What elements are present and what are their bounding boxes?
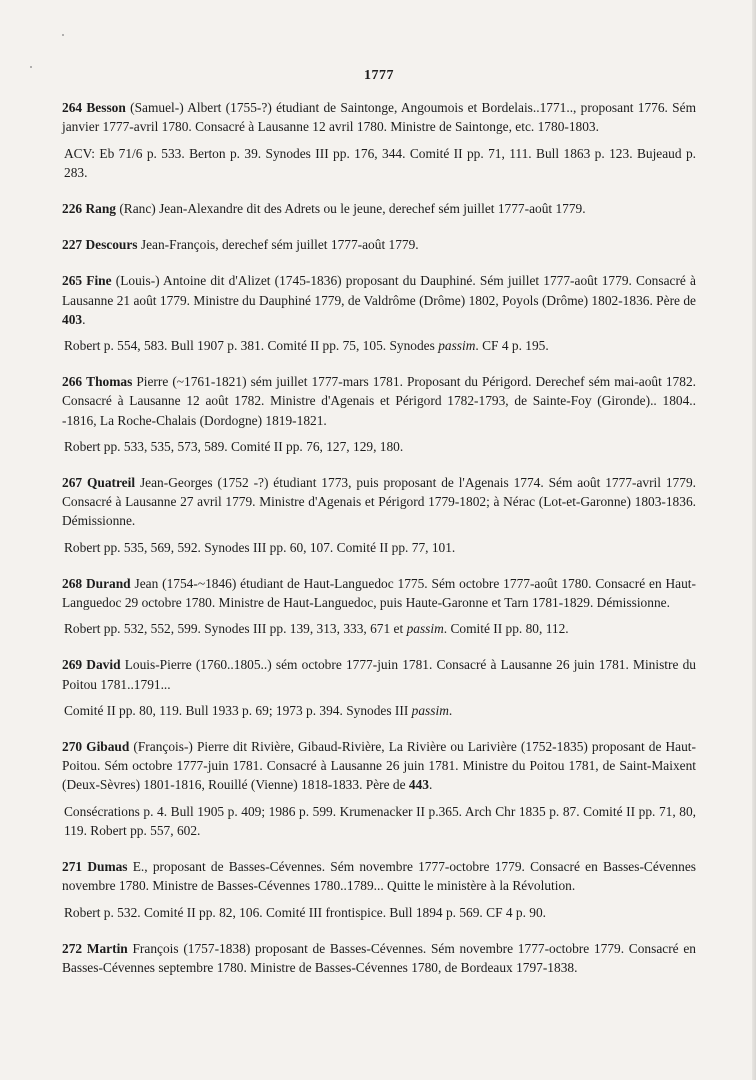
entry-references — [62, 619, 696, 638]
refs-text-end: . Comité II pp. 80, 112. — [443, 621, 569, 637]
refs-text: Robert pp. 532, 552, 599. Synodes III pp. 139, 313, 333, 671 et — [64, 621, 407, 637]
entry-number: 271 — [62, 859, 83, 875]
entry-bio — [62, 372, 696, 430]
entry-name: Rang — [85, 201, 116, 217]
entry-bio-text: Jean (1754-~1846) étudiant de Haut-Languedoc 1775. Sém octobre 1777-août 1780. Consacré en Haut-Languedoc 29 octobre 1780. Ministre de Haut-Languedoc, puis Haute-Garonne et Tarn 1781-1829. Démissionne. — [62, 575, 696, 611]
entry-266 — [62, 372, 696, 456]
entry-name: Fine — [86, 273, 112, 289]
entry-name: Quatreil — [86, 475, 136, 491]
entry-name: Martin — [86, 940, 128, 956]
entry-references: ACV: Eb 71/6 p. 533. Berton p. 39. Synodes III pp. 176, 344. Comité II pp. 71, 111. Bull 1863 p. 123. Bujeaud p. 283. — [64, 145, 696, 180]
entry-name: Thomas — [86, 374, 133, 390]
entry-bio — [62, 235, 696, 254]
entry-number: 226 — [62, 201, 83, 217]
entry-264 — [62, 98, 696, 182]
refs-italic: passim — [406, 621, 444, 637]
entry-bio-end: . — [82, 311, 86, 327]
entry-name: Descours — [85, 237, 138, 253]
entry-bio-text: (Louis-) Antoine dit d'Alizet (1745-1836) proposant du Dauphiné. Sém juillet 1777-août 1779. Consacré à Lausanne 21 août 1779. Ministre du Dauphiné 1779, de Valdrôme (Drôme) 1802, Poyols (Drôme) 1802-1836. Père de — [62, 273, 696, 308]
entry-cross-reference: 403 — [62, 311, 83, 327]
entry-number: 272 — [62, 940, 83, 956]
entry-number: 267 — [62, 475, 83, 491]
entry-number: 270 — [62, 739, 83, 755]
entry-references — [62, 701, 696, 720]
entry-265 — [62, 271, 696, 355]
entry-bio — [62, 574, 696, 612]
entry-bio — [62, 655, 696, 693]
entry-references: Robert pp. 535, 569, 592. Synodes III pp. 60, 107. Comité II pp. 77, 101. — [64, 539, 456, 555]
entry-bio — [62, 271, 696, 329]
entry-bio — [62, 199, 696, 218]
entry-bio — [62, 473, 696, 531]
entry-268 — [62, 574, 696, 639]
entry-bio — [62, 857, 696, 895]
entry-name: Durand — [85, 575, 131, 591]
entry-bio-text: François (1757-1838) proposant de Basses-Cévennes. Sém novembre 1777-octobre 1779. Consacré en Basses-Cévennes septembre 1780. Ministre de Basses-Cévennes 1780, de Bordeaux 1797-1838. — [62, 940, 696, 975]
entry-bio — [62, 98, 696, 136]
entry-269 — [62, 655, 696, 720]
page-year-heading: 1777 — [364, 68, 394, 83]
entry-bio-text: E., proposant de Basses-Cévennes. Sém novembre 1777-octobre 1779. Consacré en Basses-Cévennes novembre 1780. Ministre de Basses-Cévennes 1780..1789... Quitte le ministère à la Révolution. — [62, 859, 696, 894]
entry-227 — [62, 235, 696, 254]
entry-references: Consécrations p. 4. Bull 1905 p. 409; 1986 p. 599. Krumenacker II p.365. Arch Chr 1835 p. 87. Comité II pp. 71, 80, 119. Robert pp. 557, 602. — [64, 803, 696, 838]
entry-270 — [62, 737, 696, 840]
entry-name: Gibaud — [86, 739, 130, 755]
refs-italic: passim — [438, 338, 476, 354]
entry-references: Robert p. 532. Comité II pp. 82, 106. Comité III frontispice. Bull 1894 p. 569. CF 4 p. 90. — [64, 904, 547, 920]
entry-bio-text: (Samuel-) Albert (1755-?) étudiant de Saintonge, Angoumois et Bordelais..1771.., proposant 1776. Sém janvier 1777-avril 1780. Consacré à Lausanne 12 avril 1780. Ministre de Saintonge, etc. 1780-1803. — [62, 100, 696, 135]
entry-references: Robert pp. 533, 535, 573, 589. Comité II pp. 76, 127, 129, 180. — [64, 438, 404, 454]
document-page — [62, 66, 696, 994]
entry-267 — [62, 473, 696, 557]
entry-226 — [62, 199, 696, 218]
entry-number: 264 — [62, 100, 83, 116]
paper-speck — [30, 66, 32, 68]
refs-text: Comité II pp. 80, 119. Bull 1933 p. 69; 1973 p. 394. Synodes III — [64, 702, 412, 718]
entry-cross-reference: 443 — [408, 777, 429, 793]
entry-number: 268 — [62, 575, 83, 591]
entry-references — [62, 336, 696, 355]
entry-number: 269 — [62, 657, 83, 673]
refs-text-end: . CF 4 p. 195. — [475, 338, 549, 354]
refs-text: Robert p. 554, 583. Bull 1907 p. 381. Comité II pp. 75, 105. Synodes — [64, 338, 439, 354]
entry-number: 266 — [62, 374, 83, 390]
entry-bio-text: (François-) Pierre dit Rivière, Gibaud-Rivière, La Rivière ou Larivière (1752-1835) proposant de Haut-Poitou. Sém octobre 1777-juin 1781. Consacré à Lausanne 26 juin 1781. Ministre du Poitou 1781, de Saint-Maixent (Deux-Sèvres) 1801-1816, Rouillé (Vienne) 1818-1833. Père de — [62, 739, 696, 793]
entry-bio-text: (Ranc) Jean-Alexandre dit des Adrets ou le jeune, derechef sém juillet 1777-août 1779. — [115, 201, 586, 217]
paper-speck — [62, 34, 64, 36]
entry-number: 227 — [62, 237, 83, 253]
entry-271 — [62, 857, 696, 922]
entry-name: Besson — [86, 100, 126, 116]
page-edge-shadow — [752, 0, 756, 1080]
entry-name: Dumas — [87, 859, 128, 875]
entry-bio-end: . — [429, 777, 433, 793]
entry-272 — [62, 939, 696, 977]
refs-italic: passim — [411, 702, 449, 718]
entry-name: David — [86, 657, 121, 673]
entry-bio-text: Pierre (~1761-1821) sém juillet 1777-mars 1781. Proposant du Périgord. Derechef sém mai-août 1782. Consacré à Lausanne 12 août 1782. Ministre d'Agenais et Périgord 1782-1793, de Sainte-Foy (Gironde).. 1804.. -1816, La Roche-Chalais (Dordogne) 1819-1821. — [62, 374, 696, 428]
entry-bio-text: Jean-François, derechef sém juillet 1777-août 1779. — [137, 237, 419, 253]
entry-bio-text: Jean-Georges (1752 -?) étudiant 1773, puis proposant de l'Agenais 1774. Sém août 1777-avril 1779. Consacré à Lausanne 27 avril 1779. Ministre d'Agenais et Périgord 1779-1802; à Nérac (Lot-et-Garonne) 1803-1836. Démissionne. — [62, 475, 696, 529]
entry-bio — [62, 939, 696, 977]
entry-bio — [62, 737, 696, 795]
entry-bio-text: Louis-Pierre (1760..1805..) sém octobre 1777-juin 1781. Consacré à Lausanne 26 juin 1781. Ministre du Poitou 1781..1791... — [62, 657, 696, 692]
refs-text-end: . — [448, 702, 453, 718]
entry-number: 265 — [62, 273, 83, 289]
